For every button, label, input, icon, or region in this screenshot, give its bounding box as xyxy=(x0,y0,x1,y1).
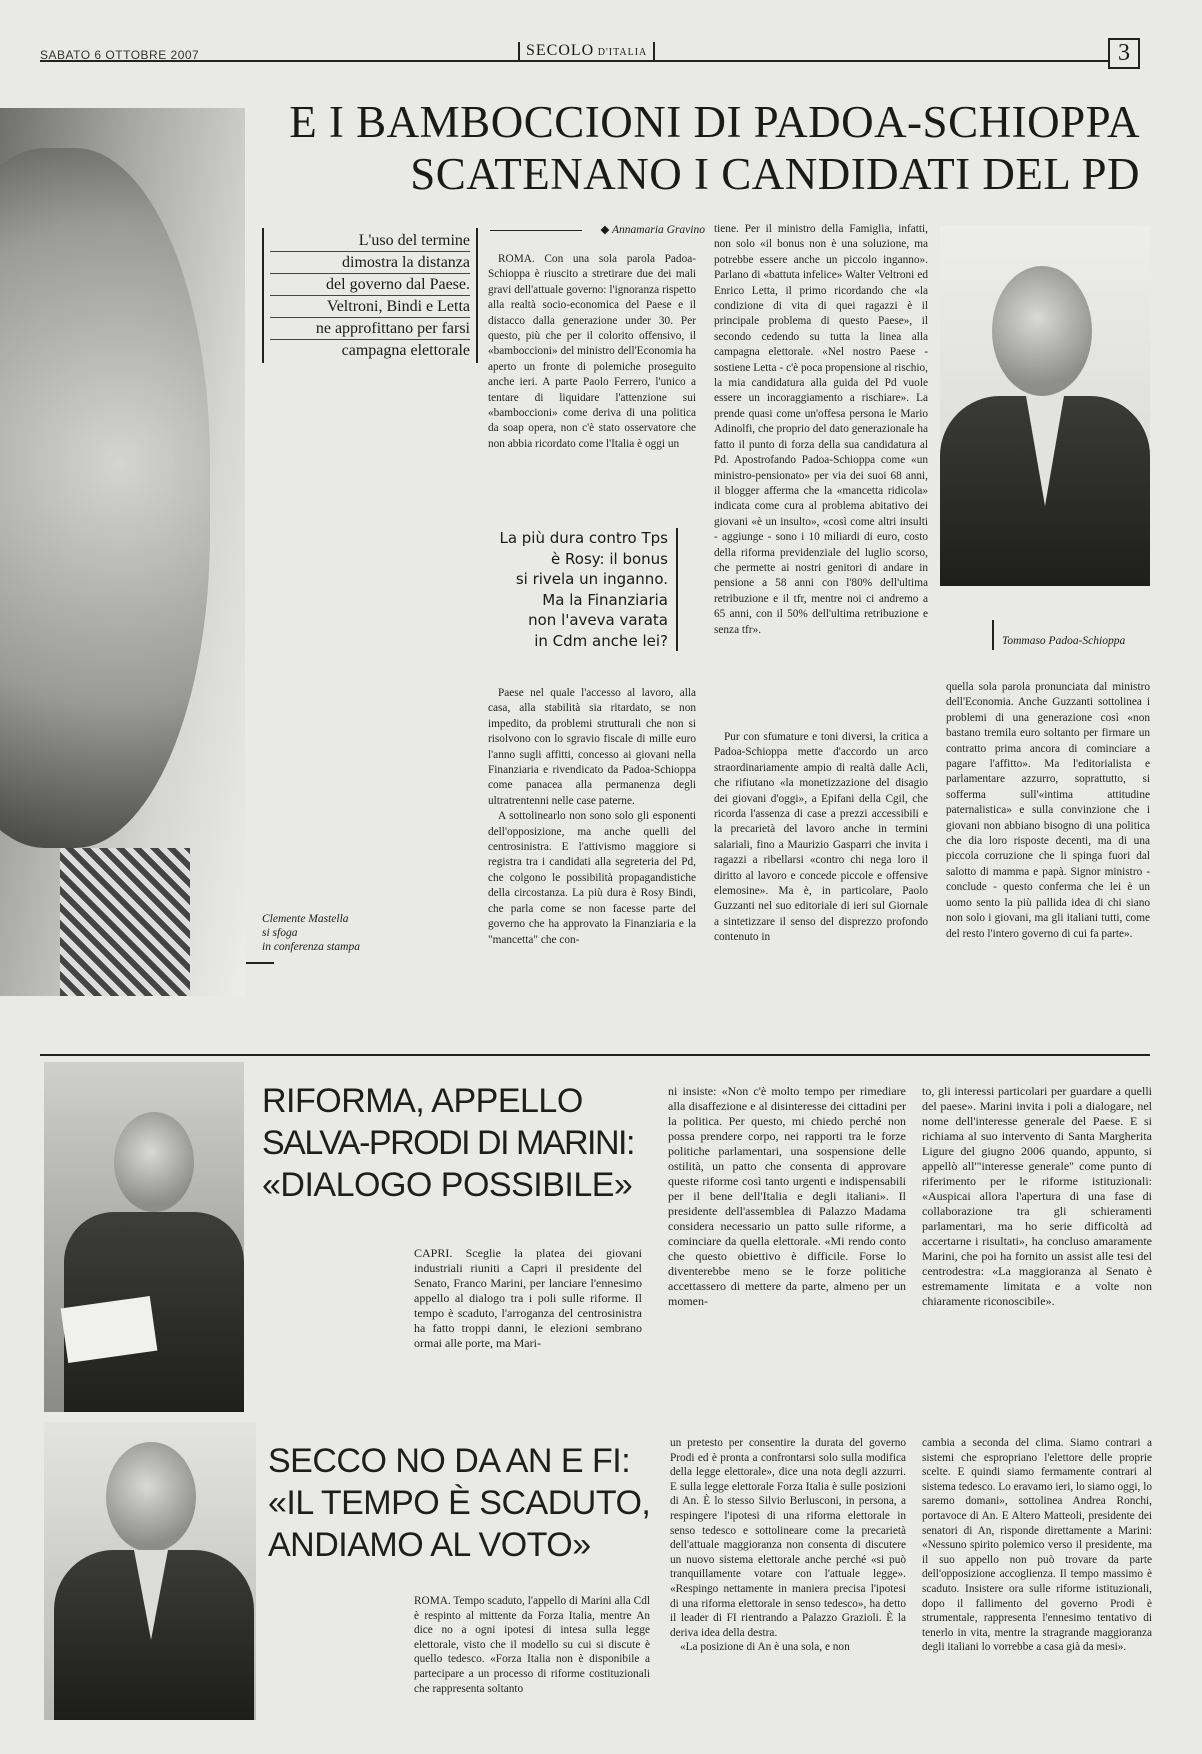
article3-headline xyxy=(268,1440,658,1566)
article1-kicker xyxy=(262,228,478,363)
paragraph: quella sola parola pronunciata dal ministro dell'Economia. Anche Guzzanti sottolinea i problemi di una generazione così «non bastano tremila euro soltanto per firmare un contratto prima ancora di cominciare a pagare l'affitto». Ma l'editorialista e parlamentare azzurro, soprattutto, si sofferma sull'«intima attitudine paternalistica» e sulla convinzione che i giovani non abbiano bisogno di una politica che dia loro risposte decenti, ma di una piccola corruzione che li spinga fuori dal salotto di mamma e papà. Signor ministro - conclude - questo conferma che lei è un uomo sento la più pallida idea di chi siano non solo i giovani, ma gli italiani tutti, come del resto l'intero governo di cui fa parte». xyxy=(946,681,1150,940)
kicker-line: ne approfittano per farsi xyxy=(270,318,470,340)
pull-quote xyxy=(480,528,678,651)
headline-line-1: E I BAMBOCCIONI DI PADOA-SCHIOPPA xyxy=(289,97,1140,147)
paragraph: to, gli interessi particolari per guardare a quelli del paese». Marini invita i poli a dialogare, nel nome dell'interesse generale del Paese. E si richiama al suo intervento di Santa Margherita Ligure del giugno 2006 quando, appunto, si appellò all'"interesse generale" come punto di riferimento per le riforme istituzionali: «Auspicai allora l'apertura di una fase di collaborazione tra gli schieramenti parlamentari, ma ho serie difficoltà ad accertarne i risultati», ha concluso amaramente Marini, che poi ha fornito un assist alle tesi del centrodestra: «La maggioranza al Senato è estremamente limitata e a volte non chiaramente riconoscibile». xyxy=(922,1084,1152,1308)
article1-byline: ◆ Annamaria Gravino xyxy=(490,222,705,236)
marini-face xyxy=(114,1112,194,1212)
pull-line: Ma la Finanziaria xyxy=(542,590,668,609)
article2-col1 xyxy=(414,1246,642,1406)
caption-line: in conferenza stampa xyxy=(262,941,360,953)
kicker-line: dimostra la distanza xyxy=(270,252,470,274)
pull-line: La più dura contro Tps xyxy=(499,529,668,547)
paragraph: cambia a seconda del clima. Siamo contrari a sistemi che espropriano l'elettore delle proprie scelte. E quindi siamo fermamente contrari al sistema tedesco. Lo eravamo ieri, lo siamo oggi, lo saremo domani», sottolinea Andrea Ronchi, portavoce di An. E Altero Matteoli, presidente dei senatori di An, risponde direttamente a Marini: «Nessuno spirito polemico verso il presidente, ma il suo appello non può trovare da parte dell'opposizione accoglienza. Il tempo massimo è scaduto. Insistere ora sulle riforme istituzionali, dopo il fallimento del governo Prodi è strumentale, rappresenta l'ennesimo tentativo di tenerlo in vita, mentre la stragrande maggioranza degli italiani lo vorrebbe a casa già da mesi». xyxy=(922,1437,1152,1654)
article1-col2b xyxy=(714,730,928,986)
photo-mastella xyxy=(0,108,245,996)
byline-author: Annamaria Gravino xyxy=(612,224,705,236)
article1-col1b xyxy=(488,686,696,986)
headline-line: ANDIAMO AL VOTO» xyxy=(268,1526,591,1564)
kicker-line: campagna elettorale xyxy=(341,342,470,359)
paragraph: ROMA. Con una sola parola Padoa-Schioppa è riuscito a stretirare due dei mali gravi dell'attuale governo: l'ignoranza rispetto alla realtà socio-economica del Paese e il distacco dalla generazione under 30. Per questo, più che per il colorito offensivo, il «bamboccioni» del ministro dell'Economia ha aperto un fronte di polemiche proseguito anche ieri. A parte Paolo Ferrero, l'unico a tentare di liquidare l'attenzione sui «bamboccioni» come deriva di una politica da soap opera, non c'è stato osservatore che non abbia ricordato come l'Italia è oggi un xyxy=(488,253,696,450)
mastella-face xyxy=(0,148,210,848)
article1-col2 xyxy=(714,222,928,730)
photo-padoa-schioppa xyxy=(940,226,1150,586)
caption-mastella xyxy=(262,912,412,954)
pull-line: è Rosy: il bonus xyxy=(551,549,668,568)
headline-line: SALVA-PRODI DI MARINI: xyxy=(262,1124,634,1162)
caption-line: Clemente Mastella xyxy=(262,913,349,925)
article1-col1 xyxy=(488,252,696,498)
photo-berlusconi xyxy=(44,1422,256,1720)
caption-padoa-schioppa: Tommaso Padoa-Schioppa xyxy=(1002,635,1126,647)
masthead xyxy=(518,42,655,60)
headline-line: RIFORMA, APPELLO xyxy=(262,1082,583,1120)
padoa-schioppa-face xyxy=(992,266,1092,396)
pull-line: non l'aveva varata xyxy=(528,611,668,629)
article1-headline xyxy=(260,96,1140,200)
kicker-line: Veltroni, Bindi e Letta xyxy=(270,296,470,318)
caption-rule xyxy=(992,620,994,650)
berlusconi-face xyxy=(106,1442,196,1552)
paragraph: «La posizione di An è una sola, e non xyxy=(680,1641,850,1654)
mastella-tie xyxy=(60,848,190,996)
paragraph: ni insiste: «Non c'è molto tempo per rimediare alla disaffezione e al disinteresse dei cittadini per la politica. Per questo, mi chiedo perché non possa prendere corpo, nei rapporti tra le forze politiche parlamentari, una sospensione delle ostilità, un patto che consenta di approvare queste riforme così tanto urgenti e indispensabili per il bene dell'Italia e degli italiani». Il presidente dell'assemblea di Palazzo Madama considera necessario un patto sulle riforme, a cominciare da quella elettorale. «Mi rendo conto che questo obiettivo è difficile. Forse lo diventerebbe meno se le forze politiche accettassero di mettere da parte, almeno per un momen- xyxy=(668,1084,906,1308)
photo-marini xyxy=(44,1062,244,1412)
article2-col2 xyxy=(668,1084,906,1406)
page-number: 3 xyxy=(1108,38,1140,69)
paragraph: un pretesto per consentire la durata del governo Prodi ed è pronta a confrontarsi solo sulla modifica della legge elettorale», dice una nota degli azzurri. E sulla legge elettorale Forza Italia è sulle posizioni di An. È lo stesso Silvio Berlusconi, in persona, a respingere l'ipotesi di una riforma elettorale in senso tedesco e sottolineare come la precarietà dell'attuale maggioranza non consenta di discutere un nuovo sistema elettorale anche perché «si può tranquillamente votare con l'attuale legge». «Respingo nettamente in maniera precisa l'ipotesi di una riforma elettorale in senso tedesco», ha detto il leader di FI rientrando a Palazzo Grazioli. È la deriva idea della destra. xyxy=(670,1437,906,1639)
header-rule xyxy=(40,60,1140,62)
paragraph: tiene. Per il ministro della Famiglia, infatti, non solo «il bonus non è una soluzione, ma potrebbe essere anche un piccolo inganno». Parlano di «battuta infelice» Walter Veltroni ed Enrico Letta, il primo ricordando che «la condizione di vita di quei ragazzi è il principale problema di questo Paese», il secondo cedendo su tutta la linea alla campagna elettorale. «Nel nostro Paese - sostiene Letta - c'è poca propensione al rischio, la mia candidatura alla guida del Pd vuole essere un incoraggiamento a rischiare». La prende quasi come un'offesa persona le Mario Adinolfi, che proprio del dato generazionale ha fatto il punto di forza della sua candidatura al Pd. Apostrofando Padoa-Schioppa come «un ministro-pensionato» per via dei suoi 68 anni, il blogger afferma che la «mancetta ridicola» indicata come cura al problema abitativo dei giovani «è un insulto», «così come altri insulti - aggiunge - sono i 10 miliardi di euro, costo della riforma previdenziale del luglio scorso, che permette ai nostri genitori di andare in pensione a 58 anni con l'80% dell'ultima retribuzione e il tfr, mentre noi ci andremo a 65 anni, con il 50% dell'ultima retribuzione e senza tfr». xyxy=(714,223,928,636)
article2-col3 xyxy=(922,1084,1152,1406)
article3-col3 xyxy=(922,1436,1152,1742)
paragraph: Paese nel quale l'accesso al lavoro, alla casa, alla stabilità sia ritardato, se non impedito, da problemi strutturali che non si risolvono con lo sgravio fiscale di mille euro l'anno sugli affitti, concesso ai giovani nella Finanziaria e rivendicato da Padoa-Schioppa come panacea alla permanenza degli ultratrentenni nelle case paterne. xyxy=(488,687,696,807)
paragraph: CAPRI. Sceglie la platea dei giovani industriali riuniti a Capri il presidente del Senato, Franco Marini, per lanciare l'ennesimo appello al dialogo tra i poli sulle riforme. Il tempo è scaduto, l'arroganza del centrosinistra ha fatto troppi danni, le elezioni sembrano ormai alle porte, ma Mari- xyxy=(414,1246,642,1350)
pull-line: si rivela un inganno. xyxy=(515,570,668,588)
headline-line: «DIALOGO POSSIBILE» xyxy=(262,1166,633,1204)
headline-line-2: SCATENANO I CANDIDATI DEL PD xyxy=(410,149,1140,199)
article3-col2 xyxy=(670,1436,906,1726)
masthead-main: SECOLO xyxy=(526,42,595,59)
article3-col1 xyxy=(414,1594,650,1740)
paragraph: ROMA. Tempo scaduto, l'appello di Marini alla Cdl è respinto al mittente da Forza Italia, mentre An dice no a ogni ipotesi di intesa sulla legge elettorale, visto che il modello su cui si discute è quello tedesco. «Forza Italia non è disponibile a partecipare a un processo di riforme costituzionali che rappresenta soltanto xyxy=(414,1595,650,1695)
paragraph: Pur con sfumature e toni diversi, la critica a Padoa-Schioppa mette d'accordo un arco straordinariamente ampio di realtà dalle Acli, che rifiutano «la monetizzazione del disagio dei giovani d'oggi», a Epifani della Cgil, che ricorda l'assenza di case a prezzi accessibili e la precarietà del lavoro anche in termini salariali, fino a Maurizio Gasparri che invita i ragazzi a ribellarsi «contro chi nega loro il diritto al lavoro e concede piccole e offensive elemosine». Ma è, in particolare, Paolo Guzzanti nel suo editoriale di ieri sul Giornale a sintetizzare il senso del disprezzo profondo contenuto in xyxy=(714,731,928,944)
issue-date: SABATO 6 OTTOBRE 2007 xyxy=(40,48,200,62)
paragraph: A sottolinearlo non sono solo gli esponenti dell'opposizione, ma anche quelli del centrosinistra. E l'attivismo maggiore si registra tra i candidati alla segreteria del Pd, che colgono le possibilità propagandistiche della circostanza. La più dura è Rosy Bindi, che parla come se non facesse parte del governo che ha approvato la Finanziaria e la "mancetta" che con- xyxy=(488,810,696,946)
article2-headline xyxy=(262,1080,642,1206)
headline-line: «IL TEMPO È SCADUTO, xyxy=(268,1484,651,1522)
kicker-line: del governo dal Paese. xyxy=(270,274,470,296)
headline-line: SECCO NO DA AN E FI: xyxy=(268,1442,631,1480)
article1-col3 xyxy=(946,680,1150,986)
caption-line: si sfoga xyxy=(262,927,298,939)
pull-line: in Cdm anche lei? xyxy=(534,631,668,650)
caption-rule xyxy=(246,962,274,964)
kicker-line: L'uso del termine xyxy=(270,230,470,252)
masthead-small: D'ITALIA xyxy=(594,47,648,58)
section-separator xyxy=(40,1054,1150,1056)
